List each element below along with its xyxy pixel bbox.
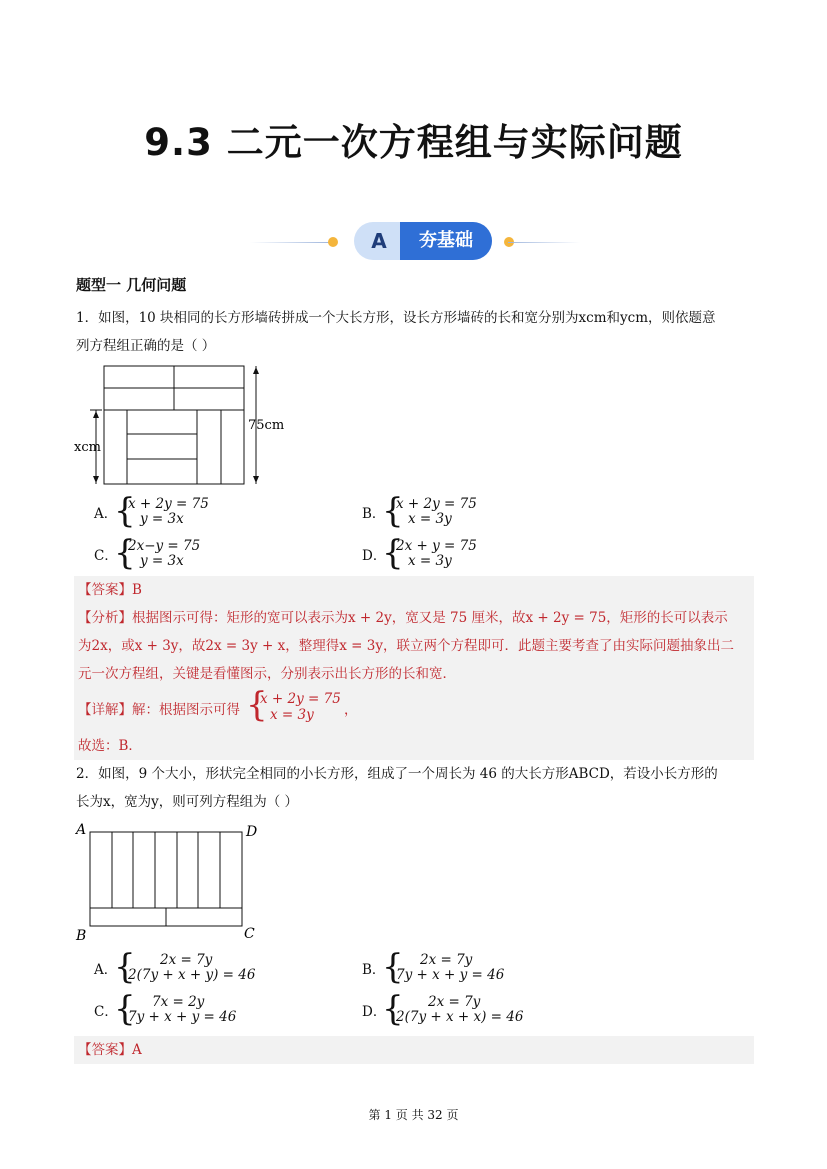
q2-fig-label-a: A <box>76 822 87 838</box>
q1-option-d[interactable] <box>362 533 562 573</box>
brace-icon: { <box>114 491 136 531</box>
brace-icon: { <box>382 491 404 531</box>
q2-answer: 【答案】A <box>78 1042 142 1058</box>
option-eq2: 7y + x + y = 46 <box>396 967 505 983</box>
q1-detail-eq1: x + 2y = 75 <box>260 691 341 707</box>
q2-fig-label-c: C <box>244 926 255 942</box>
banner-dot-left <box>328 237 338 247</box>
banner-line-right <box>508 242 580 243</box>
brace-icon: { <box>246 685 268 725</box>
option-eq2: x = 3y <box>408 511 452 527</box>
option-label: C． <box>94 1004 118 1020</box>
option-label: A． <box>94 962 118 978</box>
page-footer: 第 1 页 共 32 页 <box>368 1108 459 1122</box>
q1-answer: 【答案】B <box>78 582 142 598</box>
q1-analysis-line1: 【分析】根据图示可得：矩形的宽可以表示为x + 2y，宽又是 75 厘米，故x + 2y = 75，矩形的长可以表示 <box>78 610 728 626</box>
brace-icon: { <box>114 989 136 1029</box>
option-eq1: 2x + y = 75 <box>396 538 477 554</box>
q1-fig-outer-bottom <box>104 410 244 484</box>
option-label: A． <box>94 506 118 522</box>
option-eq2: 7y + x + y = 46 <box>128 1009 237 1025</box>
section-heading: 题型一 几何问题 <box>76 276 187 294</box>
q1-option-a[interactable] <box>94 491 294 531</box>
q2-figure <box>74 820 274 946</box>
q2-text-line1: 2．如图，9 个大小，形状完全相同的小长方形，组成了一个周长为 46 的大长方形ABCD，若设小长方形的 <box>76 766 718 782</box>
option-eq1: 2x = 7y <box>428 994 481 1010</box>
banner-line-left <box>250 242 330 243</box>
q2-answer-box <box>74 1036 754 1064</box>
option-label: B． <box>362 962 386 978</box>
option-eq1: 2x = 7y <box>160 952 213 968</box>
q1-detail-eq2: x = 3y <box>270 707 314 723</box>
q1-analysis-line3: 元一次方程组，关键是看懂图示，分别表示出长方形的长和宽． <box>78 666 456 682</box>
option-label: B． <box>362 506 386 522</box>
q1-option-c[interactable] <box>94 533 294 573</box>
q2-fig-label-d: D <box>246 824 258 840</box>
page-title: 9.3 二元一次方程组与实际问题 <box>144 121 683 164</box>
q1-answer-box <box>74 576 754 760</box>
option-label: D． <box>362 1004 387 1020</box>
q1-fig-label-75: 75cm <box>248 418 285 433</box>
q1-text-line1: 1．如图，10 块相同的长方形墙砖拼成一个大长方形，设长方形墙砖的长和宽分别为xcm和ycm，则依题意 <box>76 310 716 326</box>
section-banner <box>250 220 580 264</box>
q2-option-d[interactable] <box>362 989 582 1029</box>
q2-option-c[interactable] <box>94 989 314 1029</box>
q1-fig-label-x: xcm <box>74 440 101 455</box>
option-label: C． <box>94 548 118 564</box>
brace-icon: { <box>382 947 404 987</box>
q1-detail-prefix: 【详解】解：根据图示可得 <box>78 702 240 718</box>
q1-figure <box>74 362 294 492</box>
brace-icon: { <box>382 989 404 1029</box>
option-eq1: 2x = 7y <box>420 952 473 968</box>
option-eq2: 2(7y + x + y) = 46 <box>128 967 256 983</box>
q1-text-line2: 列方程组正确的是（ ） <box>76 338 216 354</box>
q2-option-b[interactable] <box>362 947 582 987</box>
banner-label: 夯基础 <box>400 222 492 260</box>
option-eq2: y = 3x <box>140 511 184 527</box>
option-eq1: x + 2y = 75 <box>128 496 209 512</box>
banner-letter: A <box>371 229 387 253</box>
q1-option-b[interactable] <box>362 491 562 531</box>
q2-text-line2: 长为x，宽为y，则可列方程组为（ ） <box>76 794 299 810</box>
option-eq1: x + 2y = 75 <box>396 496 477 512</box>
q1-detail-suffix: ， <box>344 702 358 718</box>
option-eq1: 7x = 2y <box>152 994 205 1010</box>
q1-analysis-line2: 为2x，或x + 3y，故2x = 3y + x，整理得x = 3y，联立两个方程即可．此题主要考查了由实际问题抽象出二 <box>78 638 734 654</box>
q2-fig-label-b: B <box>76 928 87 944</box>
brace-icon: { <box>382 533 404 573</box>
option-eq2: 2(7y + x + x) = 46 <box>396 1009 524 1025</box>
q1-conclusion: 故选：B． <box>78 738 142 754</box>
option-eq1: 2x−y = 75 <box>128 538 201 554</box>
option-label: D． <box>362 548 387 564</box>
brace-icon: { <box>114 947 136 987</box>
option-eq2: y = 3x <box>140 553 184 569</box>
option-eq2: x = 3y <box>408 553 452 569</box>
brace-icon: { <box>114 533 136 573</box>
q2-option-a[interactable] <box>94 947 314 987</box>
